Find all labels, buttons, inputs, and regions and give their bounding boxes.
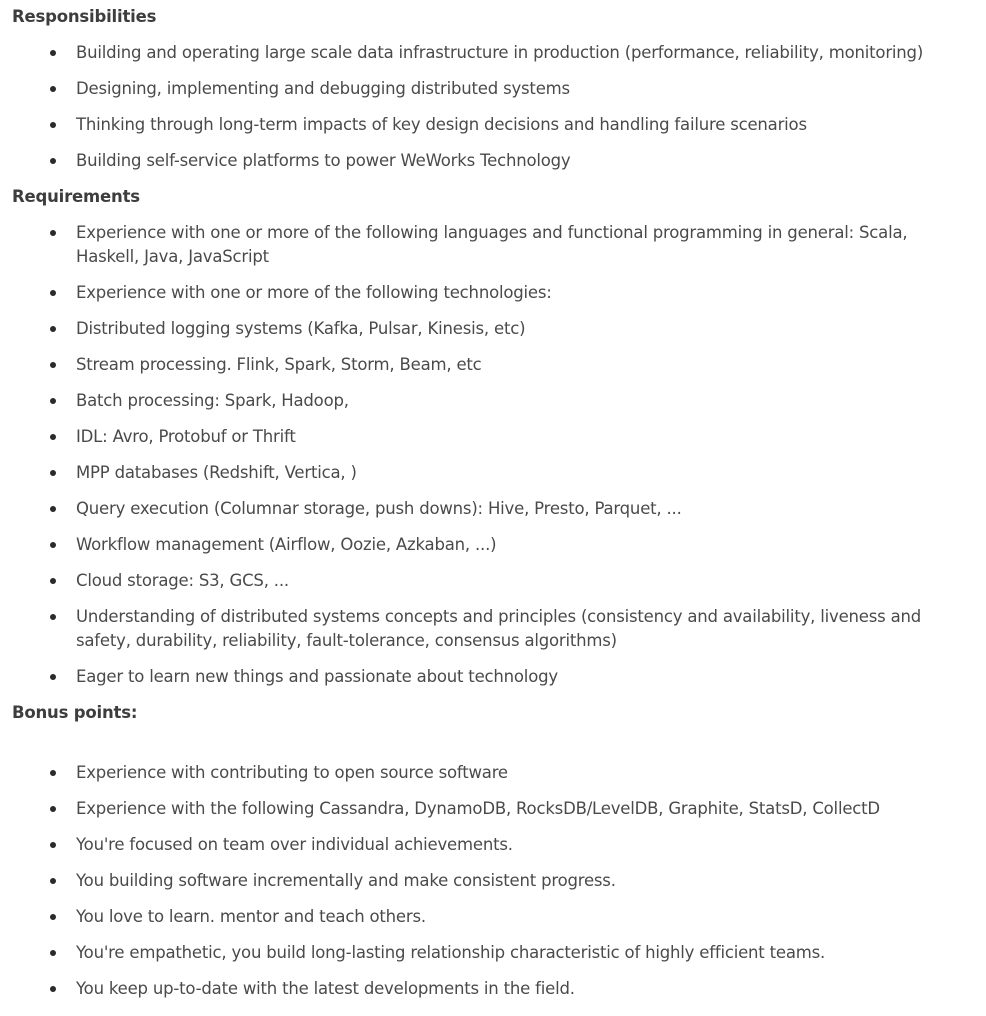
bullet-icon: [50, 986, 56, 992]
bullet-icon: [50, 122, 56, 128]
bullet-icon: [50, 770, 56, 776]
list-item: IDL: Avro, Protobuf or Thrift: [12, 425, 974, 449]
bullet-icon: [50, 542, 56, 548]
requirements-section: [12, 185, 974, 689]
bullet-icon: [50, 950, 56, 956]
list-item: Understanding of distributed systems concepts and principles (consistency and availability, liveness and safety, durability, reliability, fault-tolerance, consensus algorithms): [12, 605, 974, 653]
bullet-icon: [50, 326, 56, 332]
bullet-icon: [50, 578, 56, 584]
bullet-icon: [50, 434, 56, 440]
responsibilities-heading: Responsibilities: [12, 7, 157, 26]
spacer: [12, 725, 974, 749]
list-item: You keep up-to-date with the latest developments in the field.: [12, 977, 974, 1001]
responsibilities-list: [12, 41, 974, 173]
list-item: Experience with the following Cassandra, DynamoDB, RocksDB/LevelDB, Graphite, StatsD, CollectD: [12, 797, 974, 821]
bullet-icon: [50, 878, 56, 884]
bullet-icon: [50, 614, 56, 620]
bullet-icon: [50, 398, 56, 404]
list-item: Designing, implementing and debugging distributed systems: [12, 77, 974, 101]
bullet-icon: [50, 806, 56, 812]
requirements-list: [12, 221, 974, 689]
bullet-icon: [50, 290, 56, 296]
list-item: Query execution (Columnar storage, push downs): Hive, Presto, Parquet, ...: [12, 497, 974, 521]
list-item: Stream processing. Flink, Spark, Storm, Beam, etc: [12, 353, 974, 377]
bonus-section: [12, 701, 974, 1001]
list-item: Experience with contributing to open source software: [12, 761, 974, 785]
list-item: MPP databases (Redshift, Vertica, ): [12, 461, 974, 485]
list-item: Eager to learn new things and passionate about technology: [12, 665, 974, 689]
list-item: Batch processing: Spark, Hadoop,: [12, 389, 974, 413]
bullet-icon: [50, 230, 56, 236]
list-item: Workflow management (Airflow, Oozie, Azkaban, ...): [12, 533, 974, 557]
bullet-icon: [50, 86, 56, 92]
list-item: Experience with one or more of the following technologies:: [12, 281, 974, 305]
bonus-heading: Bonus points:: [12, 703, 138, 722]
list-item: Experience with one or more of the following languages and functional programming in general: Scala, Haskell, Java, JavaScript: [12, 221, 974, 269]
list-item: You building software incrementally and make consistent progress.: [12, 869, 974, 893]
bullet-icon: [50, 470, 56, 476]
requirements-heading: Requirements: [12, 187, 140, 206]
list-item: Building self-service platforms to power WeWorks Technology: [12, 149, 974, 173]
list-item: You love to learn. mentor and teach others.: [12, 905, 974, 929]
list-item: Building and operating large scale data infrastructure in production (performance, reliability, monitoring): [12, 41, 974, 65]
bullet-icon: [50, 674, 56, 680]
bullet-icon: [50, 914, 56, 920]
bonus-list: [12, 761, 974, 1001]
list-item: Cloud storage: S3, GCS, ...: [12, 569, 974, 593]
list-item: You're empathetic, you build long-lasting relationship characteristic of highly efficient teams.: [12, 941, 974, 965]
bullet-icon: [50, 842, 56, 848]
list-item: Distributed logging systems (Kafka, Pulsar, Kinesis, etc): [12, 317, 974, 341]
bullet-icon: [50, 506, 56, 512]
bullet-icon: [50, 158, 56, 164]
list-item: Thinking through long-term impacts of key design decisions and handling failure scenarios: [12, 113, 974, 137]
responsibilities-section: [12, 5, 974, 173]
bullet-icon: [50, 50, 56, 56]
list-item: You're focused on team over individual achievements.: [12, 833, 974, 857]
bullet-icon: [50, 362, 56, 368]
